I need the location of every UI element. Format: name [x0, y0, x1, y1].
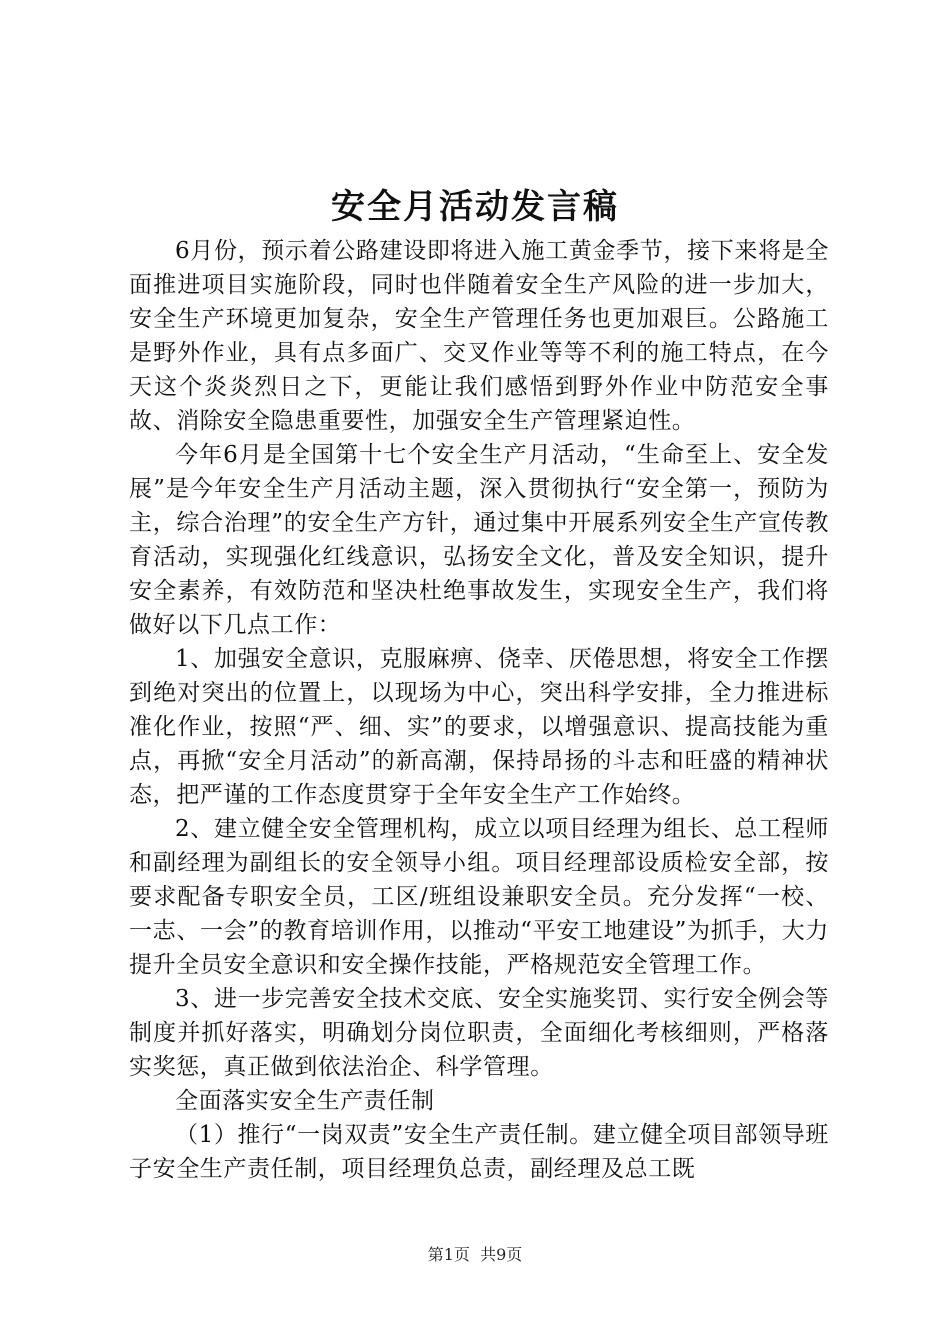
document-body: [129, 234, 829, 1186]
paragraph-item-1: 1、加强安全意识，克服麻痹、侥幸、厌倦思想，将安全工作摆到绝对突出的位置上，以现场为中心，突出科学安排，全力推进标准化作业，按照“严、细、实”的要求，以增强意识、提高技能为重点，再掀“安全月活动”的新高潮，保持昂扬的斗志和旺盛的精神状态，把严谨的工作态度贯穿于全年安全生产工作始终。: [129, 646, 829, 808]
page-total: 共9页: [480, 1245, 523, 1264]
paragraph-subitem-1: （1）推行“一岗双责”安全生产责任制。建立健全项目部领导班子安全生产责任制，项目经理负总责，副经理及总工既: [129, 1122, 829, 1182]
section-heading: 全面落实安全生产责任制: [175, 1088, 435, 1114]
document-title: 安全月活动发言稿: [331, 187, 619, 227]
paragraph-item-3: 3、进一步完善安全技术交底、安全实施奖罚、实行安全例会等制度并抓好落实，明确划分岗位职责，全面细化考核细则，严格落实奖惩，真正做到依法治企、科学管理。: [129, 986, 829, 1080]
paragraph-intro: 6月份，预示着公路建设即将进入施工黄金季节，接下来将是全面推进项目实施阶段，同时也伴随着安全生产风险的进一步加大，安全生产环境更加复杂，安全生产管理任务也更加艰巨。公路施工是野外作业，具有点多面广、交叉作业等等不利的施工特点，在今天这个炎炎烈日之下，更能让我们感悟到野外作业中防范安全事故、消除安全隐患重要性，加强安全生产管理紧迫性。: [129, 238, 829, 434]
paragraph-theme: 今年6月是全国第十七个安全生产月活动，“生命至上、安全发展”是今年安全生产月活动主题，深入贯彻执行“安全第一，预防为主，综合治理”的安全生产方针，通过集中开展系列安全生产宣传教育活动，实现强化红线意识，弘扬安全文化，普及安全知识，提升安全素养，有效防范和坚决杜绝事故发生，实现安全生产，我们将做好以下几点工作：: [129, 442, 829, 638]
page-number: 第1页: [427, 1245, 470, 1264]
page-footer: [0, 1244, 950, 1266]
paragraph-item-2: 2、建立健全安全管理机构，成立以项目经理为组长、总工程师和副经理为副组长的安全领导小组。项目经理部设质检安全部，按要求配备专职安全员，工区/班组设兼职安全员。充分发挥“一校、一志、一会”的教育培训作用，以推动“平安工地建设”为抓手，大力提升全员安全意识和安全操作技能，严格规范安全管理工作。: [129, 816, 829, 978]
